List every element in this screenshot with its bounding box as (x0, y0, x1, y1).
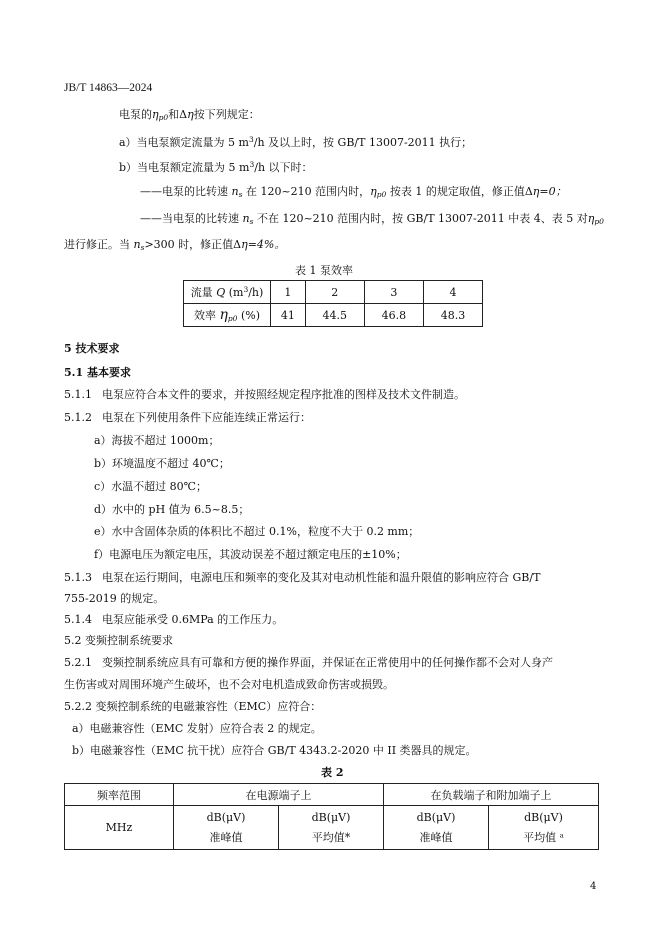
table2-cell (384, 806, 489, 850)
eta-subscript: p0 (158, 113, 169, 122)
emc-item-b: b）电磁兼容性（EMC 抗干扰）应符合 GB/T 4343.2-2020 中 II 类器具的规定。 (72, 744, 477, 757)
eta-symbol: η (587, 212, 595, 225)
intro-text-post: 按下列规定： (193, 108, 260, 121)
table2-cell (174, 806, 279, 850)
dash-item-2-continuation (64, 237, 285, 255)
table1-cell: 48.3 (423, 304, 482, 327)
clause-text: 变频控制系统应具有可靠和方便的操作界面，并保证在正常使用中的任何操作都不会对人身产 (102, 656, 553, 669)
clause-text: 电泵应符合本文件的要求，并按照经规定程序批准的图样及技术文件制造。 (102, 388, 465, 401)
n-subscript: s (140, 243, 145, 252)
dash-item-1 (140, 184, 567, 202)
condition-item: a）海拔不超过 1000m； (94, 434, 220, 447)
detector-text: 准峰值 (209, 830, 243, 844)
table1-cell: 46.8 (364, 304, 423, 327)
condition-item: e）水中含固体杂质的体积比不超过 0.1%，粒度不大于 0.2 mm； (94, 525, 420, 538)
eta-subscript: p0 (376, 190, 387, 199)
dash-text: 进行修正。当 (64, 238, 134, 251)
table1-cell: 2 (305, 281, 364, 304)
eta-symbol: η (370, 185, 377, 198)
clause-5-2-1-continuation: 生伤害或对周围环境产生破坏，也不会对电机造成致命伤害或损毁。 (64, 678, 394, 691)
table1-row-efficiency (184, 304, 483, 327)
section-5-heading: 5 技术要求 (64, 342, 120, 355)
table1 (183, 280, 483, 327)
intro-paragraph (119, 107, 260, 125)
condition-item: d）水中的 pH 值为 6.5~8.5； (94, 503, 250, 516)
table1-cell: 1 (271, 281, 306, 304)
clause-text: 电泵在运行期间，电源电压和频率的变化及其对电动机性能和温升限值的影响应符合 GB/T (102, 571, 541, 584)
eta-symbol: η (219, 307, 228, 323)
unit-text: dB(μV) (416, 810, 456, 824)
item-text: /h 以下时： (254, 161, 313, 174)
clause-text: 电泵在下列使用条件下应能连续正常运行： (102, 411, 311, 424)
table2 (64, 783, 599, 850)
clause-5-2-1 (64, 655, 553, 670)
clause-number: 5.1.2 (64, 411, 92, 424)
item-text: 当电泵额定流量为 5 m (137, 161, 250, 174)
superscript: 3 (248, 135, 254, 144)
label-text: 流量 (190, 286, 217, 299)
table2-header-mains-terminals: 在电源端子上 (174, 784, 384, 806)
item-text: 当电泵额定流量为 5 m (136, 136, 249, 149)
clause-number: 5.2.1 (64, 656, 92, 669)
superscript: 3 (249, 160, 255, 169)
label-text: (m (225, 286, 244, 299)
n-symbol: n (242, 212, 250, 225)
dash-text: 不在 120~210 范围内时，按 GB/T 13007-2011 中表 4、表 5 对 (253, 212, 588, 225)
item-label: a） (119, 136, 137, 149)
emc-item-a: a）电磁兼容性（EMC 发射）应符合表 2 的规定。 (72, 722, 322, 735)
section-5-1-heading: 5.1 基本要求 (64, 366, 131, 379)
clause-5-1-3 (64, 570, 540, 585)
table2-header-frequency: 频率范围 (65, 784, 174, 806)
table2-header-load-terminals: 在负载端子和附加端子上 (384, 784, 599, 806)
eta-subscript: p0 (594, 217, 604, 226)
dash-item-2 (140, 211, 604, 229)
table1-flow-label (184, 281, 271, 304)
dash-text: >300 时，修正值Δ (144, 238, 242, 251)
table1-cell: 3 (364, 281, 423, 304)
table1-caption: 表 1 泵效率 (295, 264, 353, 277)
item-text: /h 及以上时，按 GB/T 13007-2011 执行； (253, 136, 473, 149)
table1-cell: 44.5 (305, 304, 364, 327)
label-text: (%) (237, 309, 260, 322)
dash-text: η=4%。 (241, 238, 286, 251)
section-5-2-heading: 5.2 变频控制系统要求 (64, 634, 173, 647)
clause-number: 5.1.1 (64, 388, 92, 401)
clause-text: 电泵应能承受 0.6MPa 的工作压力。 (102, 613, 284, 626)
table2-header-row (65, 784, 599, 806)
table2-unit-row (65, 806, 599, 850)
clause-5-2-2: 5.2.2 变频控制系统的电磁兼容性（EMC）应符合： (64, 700, 322, 713)
superscript: 3 (243, 285, 249, 294)
detector-text: 准峰值 (419, 830, 453, 844)
eta-symbol: η (187, 108, 194, 121)
clause-5-1-1 (64, 387, 465, 402)
clause-5-1-4 (64, 612, 283, 627)
q-symbol: Q (216, 286, 226, 299)
clause-number: 5.1.4 (64, 613, 92, 626)
n-subscript: s (238, 190, 243, 199)
table1-cell: 4 (423, 281, 482, 304)
table2-frequency-unit: MHz (65, 806, 174, 850)
intro-text-pre: 电泵的 (119, 108, 152, 121)
table1-cell: 41 (271, 304, 306, 327)
clause-5-1-3-continuation: 755-2019 的规定。 (64, 592, 165, 605)
dash-text: η=0； (532, 185, 567, 198)
n-symbol: n (133, 238, 141, 251)
n-subscript: s (249, 217, 254, 226)
item-b (119, 157, 313, 175)
table2-cell (489, 806, 599, 850)
table1-efficiency-label (184, 304, 271, 327)
eta-subscript: p0 (227, 314, 238, 323)
dash-text: 在 120~210 范围内时， (242, 185, 371, 198)
clause-5-1-2 (64, 410, 311, 425)
condition-item: b）环境温度不超过 40℃； (94, 457, 230, 470)
item-a (119, 132, 472, 150)
label-text: 效率 (193, 309, 220, 322)
detector-text: 平均值 ᵃ (523, 830, 564, 844)
unit-text: dB(μV) (524, 810, 563, 824)
table2-caption: 表 2 (321, 766, 344, 779)
condition-item: c）水温不超过 80℃； (94, 480, 207, 493)
eta-symbol: η (152, 108, 159, 121)
label-text: /h) (248, 286, 264, 299)
standard-number: JB/T 14863—2024 (64, 82, 153, 94)
item-label: b） (119, 161, 138, 174)
unit-text: dB(μV) (206, 810, 246, 824)
n-symbol: n (231, 185, 239, 198)
dash-text: ——电泵的比转速 (140, 185, 232, 198)
intro-text-mid: 和Δ (168, 108, 188, 121)
unit-text: dB(μV) (311, 810, 351, 824)
dash-text: 按表 1 的规定取值，修正值Δ (386, 185, 533, 198)
detector-text: 平均值* (311, 830, 351, 844)
clause-number: 5.1.3 (64, 571, 92, 584)
table2-cell (279, 806, 384, 850)
condition-item: f）电源电压为额定电压，其波动误差不超过额定电压的±10%； (94, 548, 407, 561)
dash-text: ——当电泵的比转速 (140, 212, 243, 225)
page-number: 4 (590, 881, 597, 892)
table1-row-flow (184, 281, 483, 304)
